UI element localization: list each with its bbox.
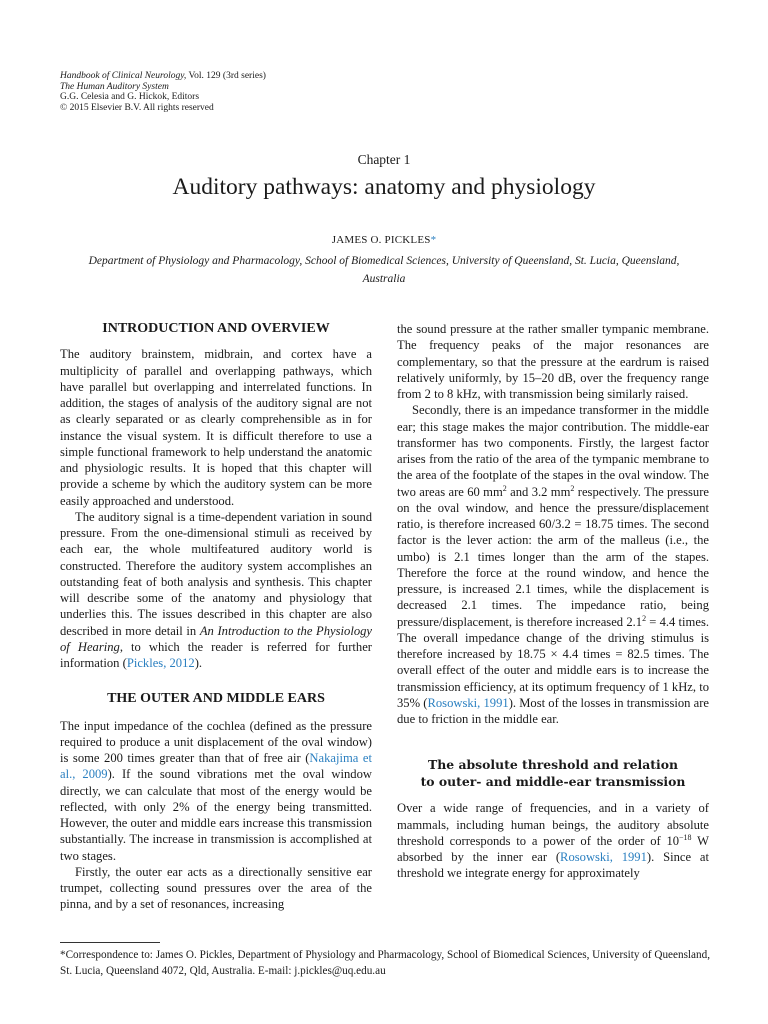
citation-link[interactable]: Nakajima et al., 2009 [60,751,372,782]
right-column [397,321,709,882]
volume-info: Vol. 129 (3rd series) [188,71,266,81]
copyright: © 2015 Elsevier B.V. All rights reserved [60,102,214,113]
book-title: The Human Auditory System [60,81,169,92]
paragraph: Firstly, the outer ear acts as a directionally sensitive ear trumpet, collecting sound pressures over the area of the pinna, and by a set of resonances, increasing [60,864,372,912]
editors: G.G. Celesia and G. Hickok, Editors [60,92,200,103]
footnote-divider [60,942,160,943]
subsection-heading: The absolute threshold and relation to outer- and middle-ear transmission [420,757,686,789]
paragraph: the sound pressure at the rather smaller tympanic membrane. The frequency peaks of the major resonances are complementary, so that the pressure at the eardrum is raised relatively uniformly, by 15–20 dB, over the frequency range from 2 to 8 kHz, with transmission being similarly raised. [397,322,709,401]
citation-link[interactable]: Rosowski, 1991 [560,850,647,864]
citation-link[interactable]: Rosowski, 1991 [427,695,509,710]
author-name: JAMES O. PICKLES [331,234,431,246]
chapter-title: Auditory pathways: anatomy and physiology [172,174,596,200]
journal-name: Handbook of Clinical Neurology, [60,71,187,81]
chapter-label: Chapter 1 [357,152,411,167]
paragraph: Over a wide range of frequencies, and in a variety of mammals, including human beings, the auditory absolute threshold corresponds to a power of the order of $10^{-18}$ W absorbed by the inner ear (Rosowski, 1991). Since at threshold we integrate energy for approximately [397,801,709,881]
correspondence-footnote: *Correspondence to: James O. Pickles, Department of Physiology and Pharmacology, School of Biomedical Sciences, University of Queensland, St. Lucia, Queensland 4072, Qld, Australia. E-mail: j.pickles@uq.edu.au [60,949,710,977]
author-line [0,234,768,246]
publication-metadata [60,71,266,113]
book-reference: An Introduction to the Physiology of Hearing [60,623,373,654]
citation-link[interactable]: Pickles, 2012 [126,656,195,670]
left-column [60,321,372,913]
paragraph: The input impedance of the cochlea (defined as the pressure required to produce a unit displacement of the oval window) is some 200 times greater than that of free air (Nakajima et al., 2009). If the sound vibrations met the oval window directly, we can calculate that most of the energy would be reflected, with only 2% of the energy being transmitted. However, the outer and middle ears increase this transmission substantially. The increase in transmission is accomplished at two stages. [60,718,372,863]
affiliation: Department of Physiology and Pharmacology, School of Biomedical Sciences, University of Queensland, St. Lucia, Queensland, Australia [88,255,680,285]
paragraph: The auditory brainstem, midbrain, and cortex have a multiplicity of parallel and overlapping pathways, which have parallel but overlapping and interrelated functions. In addition, the stages of analysis of the auditory signal are not as clearly separated or as clearly comprehensible as in for instance the visual system. It is difficult therefore to use a simple functional framework to help understand the anatomic and physiologic results. It is hoped that this chapter will provide a scheme by which the auditory system can be more easily approached and understood. [60,347,372,508]
section-heading-outer-middle-ears: THE OUTER AND MIDDLE EARS [107,691,325,707]
author-footnote-link[interactable]: * [430,234,437,246]
paragraph: The auditory signal is a time-dependent variation in sound pressure. From the one-dimensional stimuli as received by each ear, the whole multifeatured auditory world is constructed. Therefore the auditory system accomplishes an outstanding feat of both analysis and synthesis. This chapter will describe some of the anatomy and physiology that underlies this. The issues described in this chapter are also described in more detail in An Introduction to the Physiology of Hearing, to which the reader is referred for further information (Pickles, 2012). [60,509,373,670]
section-heading-introduction: INTRODUCTION AND OVERVIEW [102,321,330,336]
paragraph: Secondly, there is an impedance transformer in the middle ear; this stage makes the major contribution. The middle-ear transformer has two components. Firstly, the largest factor arises from the ratio of the area of the tympanic membrane to the area of the footplate of the stapes in the oval window. The two areas are 60 $mm^2$ and 3.2 $mm^2$ respectively. The pressure on the oval window, and hence the pressure/displacement ratio, is therefore increased 60/3.2 = 18.75 times. The second factor is the lever action: the arm of the malleus (i.e., the umbo) is 2.1 times longer than the arm of the stapes. Therefore the force at the round window, and hence the pressure, is increased 2.1 times, while the displacement is decreased 2.1 times. The impedance ratio, being pressure/displacement, is therefore increased $2.1^2 = 4.4$ times. The overall impedance change of the driving stimulus is therefore increased by 18.75 × 4.4 times = 82.5 times. The overall effect of the outer and middle ears is to increase the transmission efficiency, at its optimum frequency of 1 kHz, to 35% (Rosowski, 1991). Most of the losses in transmission are due to friction in the middle ear. [397,403,709,726]
